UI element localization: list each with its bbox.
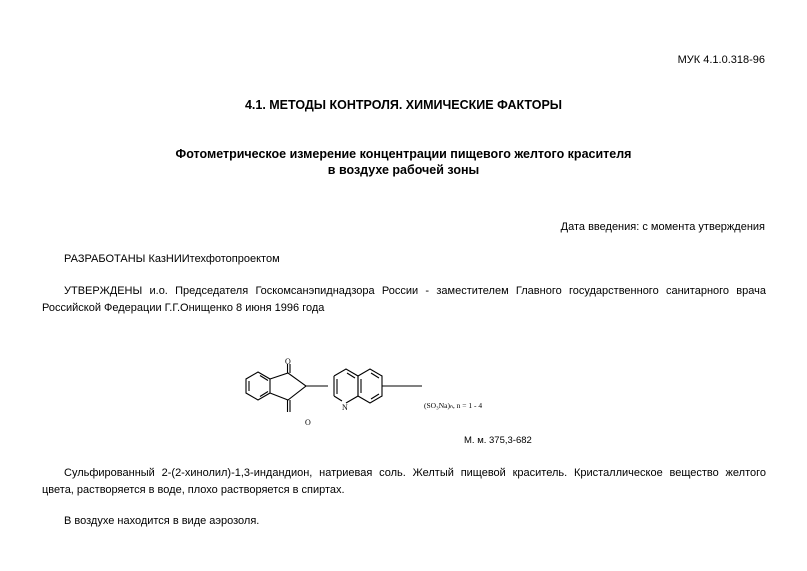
- approved-paragraph: УТВЕРЖДЕНЫ и.о. Председателя Госкомсанэпиднадзора России - заместителем Главного государственного санитарного врача Российской Федерации Г.Г.Онищенко 8 июня 1996 года: [42, 285, 766, 314]
- developed-paragraph: РАЗРАБОТАНЫ КазНИИтехфотопроектом: [64, 253, 280, 265]
- molecular-weight: М. м. 375,3-682: [464, 435, 532, 446]
- atom-nitrogen: N: [342, 403, 348, 412]
- atom-oxygen-bottom: O: [305, 418, 311, 427]
- atom-oxygen-top: O: [285, 357, 291, 366]
- title-line-2: в воздухе рабочей зоны: [327, 163, 480, 177]
- formula-substituent: (SO₃Na)ₙ, n = 1 - 4: [424, 401, 483, 410]
- title-line-1: Фотометрическое измерение концентрации пищевого желтого красителя: [175, 147, 632, 161]
- document-code: МУК 4.1.0.318-96: [677, 54, 765, 66]
- aerosol-paragraph: В воздухе находится в виде аэрозоля.: [64, 515, 260, 527]
- section-title: 4.1. МЕТОДЫ КОНТРОЛЯ. ХИМИЧЕСКИЕ ФАКТОРЫ: [244, 98, 563, 112]
- document-title: [0, 146, 807, 178]
- structural-formula: [230, 353, 530, 438]
- description-paragraph: Сульфированный 2-(2-хинолил)-1,3-индандион, натриевая соль. Желтый пищевой краситель. Кристаллическое вещество желтого цвета, растворяется в воде, плохо растворяется в спиртах.: [42, 467, 766, 496]
- introduction-date: Дата введения: с момента утверждения: [560, 221, 765, 233]
